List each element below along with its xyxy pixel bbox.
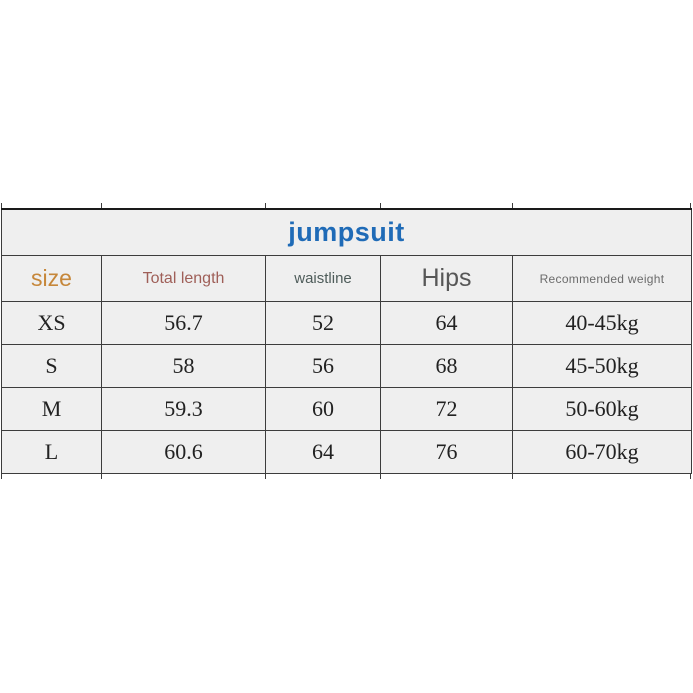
hips-cell: 64: [381, 302, 513, 345]
grid-line-stub: [101, 203, 102, 208]
waistline-cell: 60: [266, 388, 381, 431]
table-row-l: [2, 431, 692, 474]
waistline-cell: 64: [266, 431, 381, 474]
hips-cell: 68: [381, 345, 513, 388]
size-value-cell: XS: [2, 302, 102, 345]
grid-line-stub: [265, 203, 266, 208]
grid-line-stub: [690, 474, 691, 479]
hips-cell: 72: [381, 388, 513, 431]
table-row-s: [2, 345, 692, 388]
grid-line-stub: [265, 474, 266, 479]
size-chart-table: [1, 208, 692, 474]
size-value-cell: M: [2, 388, 102, 431]
total-length-cell: 60.6: [102, 431, 266, 474]
header-row: [2, 256, 692, 302]
grid-line-stub: [380, 203, 381, 208]
header-cell-waistline: [266, 256, 381, 302]
header-cell-total-length: [102, 256, 266, 302]
waistline-cell: 56: [266, 345, 381, 388]
grid-line-stub: [1, 474, 2, 479]
header-cell-hips: [381, 256, 513, 302]
table-row-xs: [2, 302, 692, 345]
hips-cell: 76: [381, 431, 513, 474]
weight-cell: 60-70kg: [513, 431, 692, 474]
size-value-cell: L: [2, 431, 102, 474]
grid-line-stub: [380, 474, 381, 479]
table-title: jumpsuit: [288, 217, 405, 247]
header-cell-recommended-weight: [513, 256, 692, 302]
grid-line-stub: [690, 203, 691, 208]
grid-line-stub: [101, 474, 102, 479]
size-chart-table-wrap: [1, 208, 692, 474]
header-label-hips: Hips: [421, 264, 472, 292]
header-label-size: size: [31, 265, 72, 291]
weight-cell: 50-60kg: [513, 388, 692, 431]
header-label-waistline: waistline: [294, 269, 352, 287]
header-cell-size: [2, 256, 102, 302]
weight-cell: 45-50kg: [513, 345, 692, 388]
size-value-cell: S: [2, 345, 102, 388]
weight-cell: 40-45kg: [513, 302, 692, 345]
grid-line-stub: [512, 474, 513, 479]
title-row: [2, 209, 692, 256]
table-title-cell: [2, 209, 692, 256]
total-length-cell: 58: [102, 345, 266, 388]
header-label-recommended-weight: Recommended weight: [539, 271, 665, 286]
grid-line-stub: [512, 203, 513, 208]
header-label-total-length: Total length: [142, 269, 225, 287]
table-row-m: [2, 388, 692, 431]
total-length-cell: 56.7: [102, 302, 266, 345]
grid-line-stub: [1, 203, 2, 208]
total-length-cell: 59.3: [102, 388, 266, 431]
waistline-cell: 52: [266, 302, 381, 345]
